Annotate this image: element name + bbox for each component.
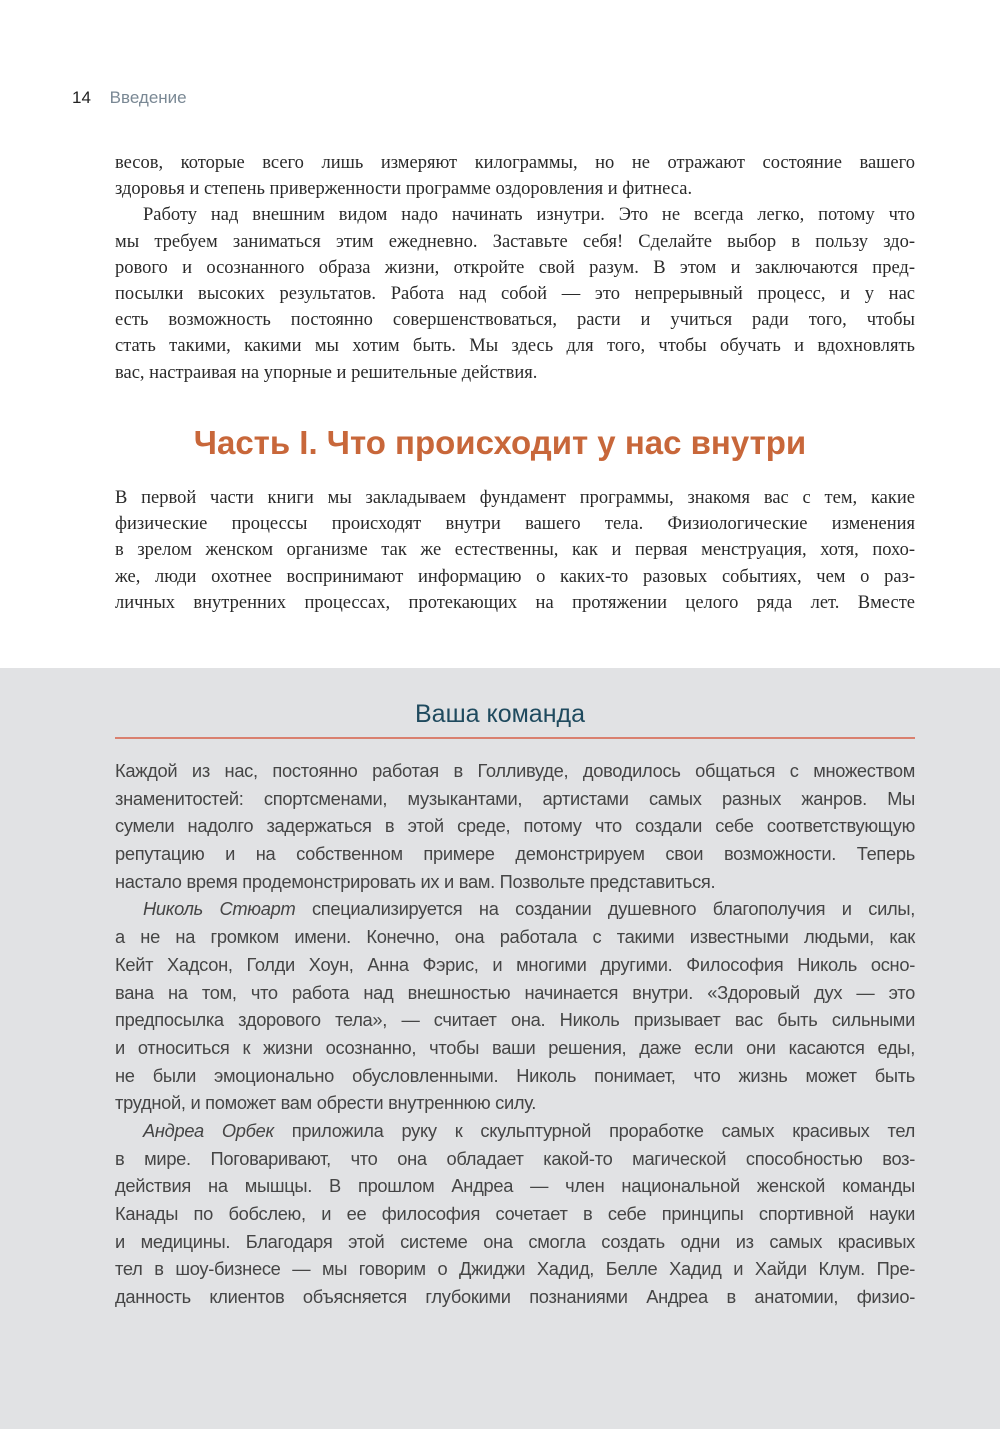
sidebar-divider [115, 737, 915, 739]
line-text: Каждой из нас, постоянно работая в Голливуде, доводилось общаться с множеством [115, 760, 915, 781]
text-line [115, 202, 915, 228]
line-text: рового и осознанного образа жизни, откройте свой разум. В этом и заключаются пред- [115, 257, 915, 278]
line-text: настало время продемонстрировать их и вам. Позвольте представиться. [115, 870, 716, 892]
line-text: а не на громком имени. Конечно, она работала с такими известными людьми, как [115, 926, 915, 948]
line-text: весов, которые всего лишь измеряют килограммы, но не отражают состояние вашего [115, 153, 915, 173]
line-text: вана на том, что работа над внешностью начинается внутри. «Здоровый дух — это [115, 981, 915, 1003]
line-text: же, люди охотнее воспринимают информацию о каких-то разовых событиях, чем о раз- [115, 566, 915, 587]
text-line [115, 485, 915, 511]
running-head [72, 88, 187, 108]
text-line [115, 1034, 915, 1062]
text-line [115, 1062, 915, 1090]
text-line [115, 951, 915, 979]
text-line [115, 255, 915, 281]
line-text: физические процессы происходят внутри вашего тела. Физиологические изменения [115, 514, 915, 535]
line-text: Работу над внешним видом надо начинать изнутри. Это не всегда легко, потому что [143, 205, 915, 226]
line-text: посылки высоких результатов. Работа над собой — это непрерывный процесс, и у нас [115, 283, 915, 304]
text-line [115, 333, 915, 359]
line-text: и медицины. Благодаря этой системе она смогла создать одни из самых красивых [115, 1230, 915, 1252]
text-line [115, 1228, 915, 1256]
text-line [115, 229, 915, 255]
line-text: вас, настраивая на упорные и решительные действия. [115, 362, 538, 383]
line-text: специализируется на создании душевного благополучия и силы, [295, 898, 915, 920]
person-name: Николь Стюарт [143, 898, 296, 920]
line-text: В первой части книги мы закладываем фундамент программы, знакомя вас с тем, какие [115, 488, 915, 508]
line-text: Канады по бобслею, и ее философия сочетает в себе принципы спортивной науки [115, 1203, 915, 1224]
page-number: 14 [72, 88, 91, 107]
body-text-part [115, 485, 915, 616]
line-text: в зрелом женском организме так же естественны, как и первая менструация, хотя, похо- [115, 540, 915, 561]
line-text: трудной, и поможет вам обрести внутреннюю силу. [115, 1092, 537, 1114]
line-text: предпосылка здорового тела», — считает она. Николь призывает вас быть сильными [115, 1009, 915, 1031]
text-line [115, 868, 915, 896]
text-line [115, 812, 915, 840]
text-line [115, 176, 915, 202]
text-line [115, 785, 915, 813]
text-line [115, 1255, 915, 1283]
line-text: сумели надолго задержаться в этой среде, потому что создали себе соответствующую [115, 815, 915, 837]
text-line [115, 307, 915, 333]
text-line [115, 150, 915, 176]
line-text: приложила руку к скульптурной проработке самых красивых тел [273, 1119, 915, 1141]
text-line [115, 1089, 915, 1117]
line-text: есть возможность постоянно совершенствоваться, расти и учиться ради того, чтобы [115, 310, 915, 331]
part-heading: Часть I. Что происходит у нас внутри [193, 424, 807, 461]
line-text: мы требуем заниматься этим ежедневно. Заставьте себя! Сделайте выбор в пользу здо- [115, 231, 915, 252]
text-line [115, 840, 915, 868]
line-text: репутацию и на собственном примере демонстрируем свои возможности. Теперь [115, 843, 915, 865]
text-line [115, 895, 915, 923]
text-line [115, 923, 915, 951]
sidebar-title: Ваша команда [415, 700, 585, 728]
body-text-top [115, 150, 915, 386]
text-line [115, 1145, 915, 1173]
person-name: Андреа Орбек [143, 1119, 274, 1141]
line-text: действия на мышцы. В прошлом Андреа — член национальной женской команды [115, 1175, 915, 1197]
line-text: знаменитостей: спортсменами, музыкантами, артистами самых разных жанров. Мы [115, 787, 915, 809]
text-line [115, 537, 915, 563]
text-line [115, 1172, 915, 1200]
text-line [115, 1283, 915, 1311]
line-text: не были эмоционально обусловленными. Николь понимает, что жизнь может быть [115, 1064, 915, 1086]
text-line [115, 590, 915, 616]
line-text: в мире. Поговаривают, что она обладает какой-то магической способностью воз- [115, 1147, 915, 1169]
line-text: личных внутренних процессах, протекающих на протяжении целого ряда лет. Вместе [115, 592, 915, 613]
line-text: тел в шоу-бизнесе — мы говорим о Джиджи Хадид, Белле Хадид и Хайди Клум. Пре- [115, 1258, 915, 1280]
line-text: Кейт Хадсон, Голди Хоун, Анна Фэрис, и многими другими. Философия Николь осно- [115, 953, 915, 975]
line-text: здоровья и степень приверженности программе оздоровления и фитнеса. [115, 179, 693, 200]
section-name: Введение [109, 88, 187, 107]
text-line [115, 281, 915, 307]
text-line [115, 564, 915, 590]
text-line [115, 511, 915, 537]
text-line [115, 360, 915, 386]
text-line [115, 979, 915, 1007]
text-line [115, 757, 915, 785]
line-text: данность клиентов объясняется глубокими познаниями Андреа в анатомии, физио- [115, 1286, 915, 1308]
text-line [115, 1006, 915, 1034]
text-line [115, 1117, 915, 1145]
sidebar-text [115, 757, 915, 1311]
text-line [115, 1200, 915, 1228]
line-text: и относиться к жизни осознанно, чтобы ваши решения, даже если они касаются еды, [115, 1036, 915, 1058]
line-text: стать такими, какими мы хотим быть. Мы здесь для того, чтобы обучать и вдохновлять [115, 336, 915, 357]
